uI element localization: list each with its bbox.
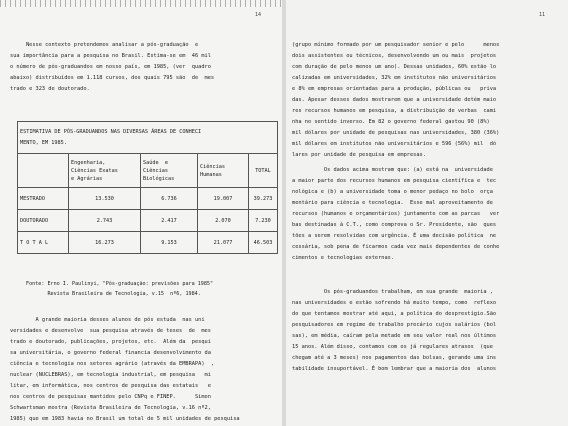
- text-line: nos centros de pesquisas mantidos pelo CNPq e FINEP. Simon: [10, 394, 211, 400]
- text-line: a maior parte dos recursos humanos em pesquisa científica e tec: [292, 178, 497, 184]
- table-cell: 2.070: [198, 210, 249, 232]
- text-line: pesquisadores em regime de trabalho precário cujos salários (bol: [292, 322, 497, 328]
- table-row: [18, 232, 278, 254]
- table-header-row: [18, 154, 278, 188]
- estimate-table: [17, 121, 278, 254]
- text-line: tabilidade insuportável. É bom lembrar que a maioria dos alunos: [292, 366, 497, 372]
- text-line: versidades e desenvolve sua pesquisa através de teses de mes: [10, 328, 211, 334]
- table-title: [18, 122, 278, 154]
- table-cell: 21.077: [198, 232, 249, 254]
- table-title-line: ESTIMATIVA DE PÓS-GRADUANDOS NAS DIVERSAS ÁREAS DE CONHECI: [20, 128, 202, 135]
- text-line: trado e 323 de doutorado.: [10, 86, 90, 92]
- table-source-note: [26, 279, 213, 299]
- table-row-label: MESTRADO: [18, 188, 69, 210]
- text-line: com duração de pelo menos um ano). Dessas unidades, 60% estão lo: [292, 64, 497, 70]
- table-header-cell: Saúde e Ciências Biológicas: [141, 154, 198, 188]
- text-line: litar, em informática, nos centros de pesquisa das estatais e: [10, 383, 211, 389]
- text-line: dois assistentes ou técnicos, desenvolvendo um ou mais projetos: [292, 53, 497, 59]
- text-line: Schwartsman mostra (Revista Brasileira de Tecnologia, v.16 nº2,: [10, 405, 211, 411]
- table-row-label: T O T A L: [18, 232, 69, 254]
- intro-paragraph: [10, 40, 214, 95]
- text-line: bas destinadas à C.T., como comprova o Sr. Presidente, são ques: [292, 222, 497, 228]
- table-cell: 16.273: [69, 232, 141, 254]
- text-line: nológica e (b) a universidade toma o menor pedaço no bolo orça: [292, 189, 493, 195]
- right-page: [286, 0, 568, 426]
- body-paragraph: [292, 40, 499, 161]
- text-line: A grande maioria desses alunos de pós estuda nas uni: [10, 317, 205, 323]
- text-line: nas universidades e estão sofrendo há muito tempo, como reflexo: [292, 300, 497, 306]
- text-line: Fonte: Erno I. Paulinyi, "Pós-graduação: previsões para 1985": [26, 281, 214, 287]
- text-line: o número de pós-graduandos em nosso país, em 1985, (ver quadro: [10, 64, 211, 70]
- text-line: lares por unidade de pesquisa em empresas.: [292, 152, 426, 158]
- table-header-cell: TOTAL: [249, 154, 278, 188]
- text-line: chegam até a 3 meses) nos pagamentos das bolsas, gerando uma ins: [292, 355, 497, 361]
- left-page: [0, 0, 282, 426]
- text-line: mil dólares por unidade de pesquisas nas universidades, 380 (36%): [292, 130, 500, 136]
- text-line: e 8% em empresas orientadas para a produção, públicas ou priva: [292, 86, 497, 92]
- text-line: sua importância para a pesquisa no Brasil. Estima-se em 46 mil: [10, 53, 211, 59]
- table-cell: 6.736: [141, 188, 198, 210]
- body-paragraph: [292, 287, 496, 375]
- body-paragraph: [292, 165, 499, 264]
- table-header-cell: Engenharia, Ciências Exatas e Agrárias: [69, 154, 141, 188]
- text-line: Os pós-graduandos trabalham, em sua grande maioria ,: [292, 289, 493, 295]
- text-line: (grupo mínimo formado por um pesquisador senior e pelo menos: [292, 42, 500, 48]
- text-line: cessária, sob pena de ficarmos cada vez mais dependentes de conhe: [292, 244, 500, 250]
- text-line: sa universitária, o governo federal financia desenvolvimento da: [10, 350, 211, 356]
- table-cell: 13.530: [69, 188, 141, 210]
- table-header-cell: [18, 154, 69, 188]
- text-line: tões a serem resolvidas com urgência. É uma decisão política ne: [292, 233, 497, 239]
- text-line: recursos (humanos e orçamentários) juntamente com as parcas ver: [292, 211, 500, 217]
- text-line: Revista Brasileira de Tecnologia, v.15 nº6, 1984.: [26, 291, 201, 297]
- text-line: Os dados acima mostram que: (a) está na universidade: [292, 167, 493, 173]
- text-line: nuclear (NUCLEBRAS), em tecnologia industrial, em pesquisa mi: [10, 372, 211, 378]
- text-line: mil dólares em institutos não universitários e 596 (56%) mil dó: [292, 141, 497, 147]
- text-line: do que tentamos mostrar até aqui, a política do desprestígio.São: [292, 311, 497, 317]
- text-line: 15 anos. Além disso, contamos com os já regulares atrasos (que: [292, 344, 493, 350]
- text-line: trado e doutorado, publicações, projetos, etc. Além da pesqui: [10, 339, 211, 345]
- text-line: mentário para ciência e tecnologia. Esse mal aproveitamento de: [292, 200, 493, 206]
- table-title-line: MENTO, EM 1985.: [20, 139, 67, 146]
- text-line: 1985) que em 1983 havia no Brasil um total de 5 mil unidades de pesquisa: [10, 416, 240, 422]
- table-cell: 2.743: [69, 210, 141, 232]
- table-row-label: DOUTORADO: [18, 210, 69, 232]
- text-line: ciência e tecnologia nos setores agrário (através da EMBRAPA) ,: [10, 361, 215, 367]
- page-number: 14: [255, 12, 262, 18]
- table-cell: 19.007: [198, 188, 249, 210]
- text-line: das. Apesar desses dados mostrarem que a universidade detém maio: [292, 97, 497, 103]
- table-row: [18, 188, 278, 210]
- table-cell: 9.153: [141, 232, 198, 254]
- table-row: [18, 210, 278, 232]
- table-cell: 7.230: [249, 210, 278, 232]
- text-line: res recursos humanos em pesquisa, a distribuição de verbas cami: [292, 108, 497, 114]
- table-cell: 39.273: [249, 188, 278, 210]
- text-line: abaixo) distribuídos em 1.118 cursos, dos quais 795 são de mes: [10, 75, 215, 81]
- body-paragraph: [10, 315, 240, 425]
- text-line: nha no sentido inverso. Em 82 o governo federal gastou 90 (8%): [292, 119, 490, 125]
- text-line: sas), em média, caíram pela metade em seu valor real nos últimos: [292, 333, 497, 339]
- table-cell: 46.503: [249, 232, 278, 254]
- table-cell: 2.417: [141, 210, 198, 232]
- text-line: calizadas em universidades, 32% em institutos não universitários: [292, 75, 497, 81]
- text-line: Nesse contexto pretendemos analisar a pós-graduação e: [10, 42, 199, 48]
- scan-ruler-marks: [0, 0, 282, 7]
- table-header-cell: Ciências Humanas: [198, 154, 249, 188]
- text-line: cimentos e tecnologias externas.: [292, 255, 395, 261]
- page-number: 11: [539, 12, 546, 18]
